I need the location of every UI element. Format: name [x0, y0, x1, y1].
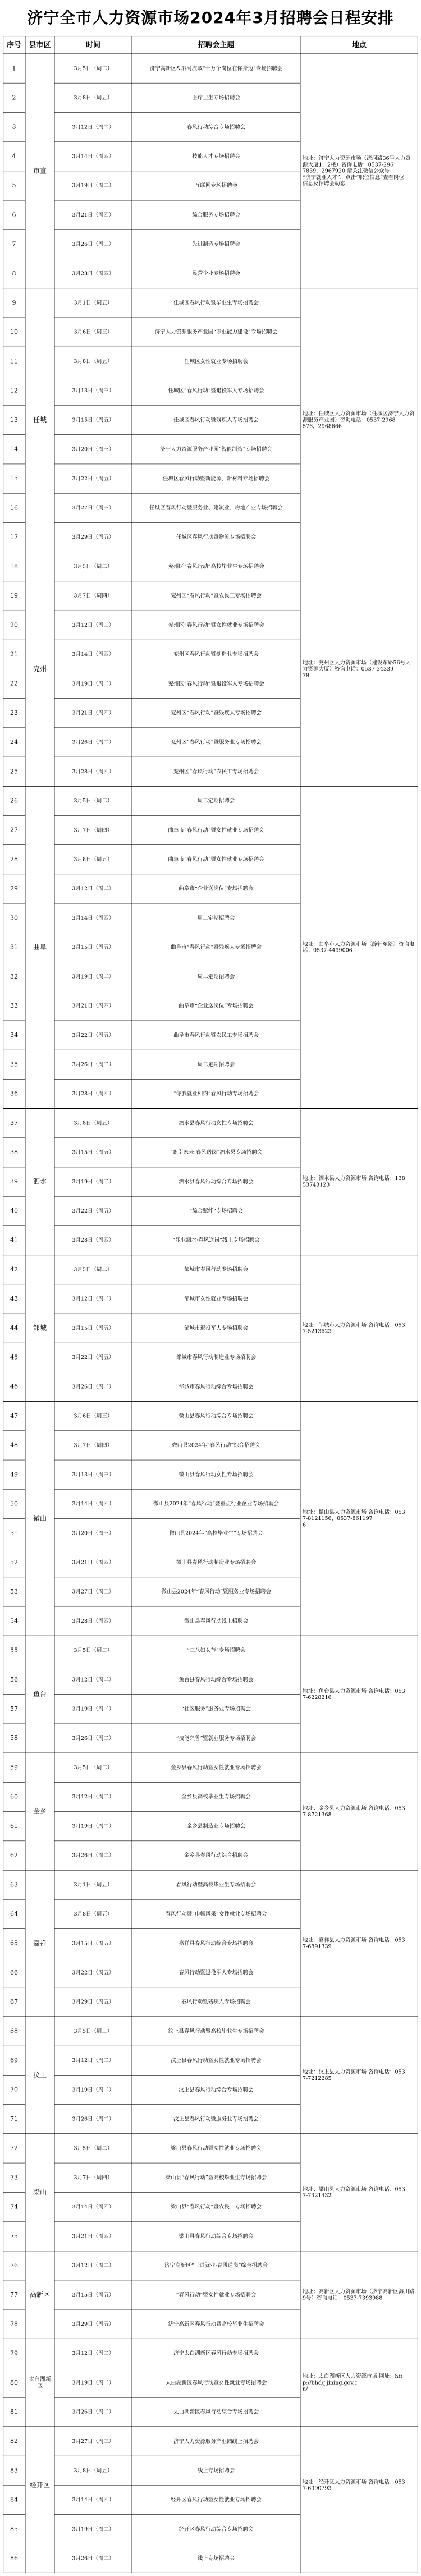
row-time: 3月22日（周五）: [72, 1208, 115, 1215]
row-number: 22: [10, 679, 18, 687]
row-time: 3月14日（周四）: [72, 153, 115, 160]
row-event-name: 任城区春风行动暨毕业生专场招聘会: [173, 300, 259, 306]
row-time: 3月19日（周二）: [72, 2380, 115, 2386]
row-number: 79: [10, 2349, 18, 2357]
row-number: 11: [10, 357, 18, 365]
row-event-name: 兖州区“春风行动”农民工专场招聘会: [173, 768, 259, 775]
row-time: 3月5日（周二）: [74, 798, 113, 805]
row-event-name: 金乡县制造业专场招聘会: [186, 1823, 246, 1830]
row-event-name: 线上专场招聘会: [197, 2555, 235, 2562]
row-event-name: 曲阜市春风行动暨农民工专场招聘会: [173, 1032, 259, 1039]
row-event-name: 春风行动综合专场招聘会: [186, 124, 246, 131]
row-number: 18: [10, 562, 18, 570]
row-event-name: 周二定期招聘会: [197, 974, 235, 980]
county-name: 泗水: [33, 1177, 47, 1186]
row-event-name: 技能人才专场招聘会: [192, 153, 240, 160]
row-event-name: 济宁人力资源服务产业园“职业能力建设”专场招聘会: [154, 329, 278, 336]
row-time: 3月7日（周四）: [74, 593, 113, 599]
county-name: 金乡: [33, 1807, 47, 1816]
row-event-name: 兖州区“春风行动”暨服务业专场招聘会: [171, 739, 262, 746]
county-name: 微山: [33, 1514, 47, 1522]
header-no: 序号: [6, 40, 22, 49]
row-number: 73: [10, 2174, 18, 2182]
row-time: 3月7日（周四）: [74, 827, 113, 834]
row-event-name: 邹城市春风行动专场招聘会: [184, 1266, 249, 1273]
row-event-name: 梁山县春风行动暨女性就业专场招聘会: [171, 2145, 262, 2152]
row-time: 3月14日（周四）: [72, 2204, 115, 2211]
row-number: 54: [10, 1617, 18, 1625]
row-event-name: 嘉祥县春风行动综合专场招聘会: [179, 1940, 254, 1947]
row-number: 40: [10, 1207, 18, 1215]
row-time: 3月19日（周二）: [72, 1706, 115, 1712]
row-number: 23: [10, 709, 18, 717]
row-event-name: 济宁高新区春风行动暨高校毕业生招聘会: [168, 2321, 264, 2327]
row-number: 75: [10, 2232, 18, 2240]
row-time: 3月12日（周二）: [72, 2350, 115, 2357]
schedule-table: [3, 36, 418, 2573]
row-number: 57: [10, 1705, 18, 1713]
row-event-name: 济宁高新区&泗河流域“十万个岗位在你身边”专场招聘会: [149, 65, 283, 72]
row-event-name: 邹城市春风行动综合专场招聘会: [179, 1384, 254, 1390]
row-number: 74: [10, 2203, 18, 2211]
row-event-name: 汶上县春风行动暨高校毕业生专场招聘会: [168, 2028, 264, 2035]
row-number: 25: [10, 768, 18, 775]
county-name: 任城: [33, 416, 47, 424]
row-time: 3月27日（周三）: [72, 504, 115, 511]
row-event-name: 济宁人力资源服务产业园“智能制造”专场招聘会: [160, 446, 272, 453]
venue-address: 地址：兖州区人力资源市场（建设东路56号人力资源大厦）咨询电话：0537-34339 79: [303, 659, 411, 679]
row-time: 3月12日（周二）: [72, 1794, 115, 1801]
row-number: 36: [10, 1090, 18, 1098]
row-event-name: 曲阜市“企业送岗位”专场招聘会: [179, 885, 254, 892]
row-event-name: 泗水县春风行动女性专场招聘会: [179, 1120, 254, 1127]
row-time: 3月26日（周二）: [72, 739, 115, 746]
county-name: 鱼台: [33, 1690, 47, 1698]
row-number: 84: [10, 2496, 18, 2504]
row-time: 3月28日（周四）: [72, 1091, 115, 1098]
row-time: 3月26日（周二）: [72, 1735, 115, 1742]
row-time: 3月21日（周四）: [72, 710, 115, 717]
row-time: 3月20日（周三）: [72, 1530, 115, 1537]
row-number: 67: [10, 1998, 18, 2006]
header-time: 时间: [85, 40, 101, 49]
row-number: 44: [10, 1324, 18, 1332]
row-time: 3月26日（周二）: [72, 1061, 115, 1068]
row-event-name: 医疗卫生专场招聘会: [192, 95, 240, 102]
venue-address: 地址：嘉祥县人力资源市场 咨询电话：053 7-6891339: [303, 1937, 405, 1950]
row-number: 10: [10, 328, 18, 336]
row-event-name: 济宁太白湖新区春风行动专场招聘会: [173, 2350, 259, 2357]
row-number: 14: [10, 446, 18, 453]
row-event-name: 微山县2024年“春风行动”暨服务业专场招聘会: [161, 1588, 271, 1595]
row-event-name: 先进制造专场招聘会: [192, 241, 240, 248]
row-number: 64: [10, 1910, 18, 1918]
county-name: 太白湖新区: [29, 2376, 51, 2390]
venue-address: 地址：泗水县人力资源市场 咨询电话：138 53743123: [303, 1175, 405, 1188]
county-name: 邹城: [33, 1324, 47, 1332]
row-time: 3月26日（周二）: [72, 241, 115, 248]
row-number: 5: [12, 182, 16, 190]
row-number: 9: [12, 299, 16, 306]
row-event-name: 周二定期招聘会: [197, 798, 235, 805]
row-event-name: “春风行动”暨女性就业专场招聘会: [176, 2292, 257, 2298]
row-time: 3月13日（周三）: [72, 1471, 115, 1478]
row-time: 3月29日（周五）: [72, 2321, 115, 2327]
row-event-name: “社区服务”服务业专场招聘会: [181, 1706, 251, 1712]
row-time: 3月27日（周三）: [72, 2438, 115, 2445]
row-time: 3月12日（周二）: [72, 1296, 115, 1302]
row-number: 29: [10, 885, 18, 893]
row-time: 3月14日（周四）: [72, 1501, 115, 1508]
row-event-name: 济宁人力资源服务产业园线上招聘会: [173, 2438, 259, 2445]
row-number: 26: [10, 797, 18, 805]
row-number: 45: [10, 1353, 18, 1361]
row-number: 49: [10, 1471, 18, 1478]
row-event-name: 曲阜市“春风行动”暨女性就业专场招聘会: [168, 827, 264, 834]
row-event-name: 任城区女性就业专场招聘会: [184, 358, 249, 365]
row-number: 60: [10, 1793, 18, 1801]
row-event-name: 梁山县“春风行动”暨农民工专场招聘会: [171, 2204, 262, 2211]
row-number: 37: [10, 1119, 18, 1127]
row-number: 70: [10, 2086, 18, 2093]
row-time: 3月5日（周二）: [74, 563, 113, 570]
row-event-name: 金乡县春风行动暨女性就业专场招聘会: [171, 1764, 262, 1771]
row-event-name: “你我就业相约”春风行动专场招聘会: [173, 1091, 259, 1098]
row-event-name: 太白湖新区春风行动暨女性就业专场招聘会: [165, 2380, 267, 2386]
row-time: 3月19日（周二）: [72, 974, 115, 980]
county-name: 高新区: [29, 2290, 51, 2299]
county-name: 梁山: [33, 2188, 47, 2196]
row-event-name: 线上专场招聘会: [197, 2468, 235, 2474]
venue-address: 地址：济宁人力资源市场（洸河路36号人力资源大厦1、2楼）咨询电话：0537-296 7839，2967920 请关注微信公众号“济宁就业人才”，点击“职位信息”查看岗位信息及招聘会动态: [303, 155, 411, 187]
venue-address: 地址：微山县人力资源市场 咨询电话：053 7-8121156，0537-861197 6: [303, 1509, 405, 1528]
row-time: 3月26日（周二）: [72, 1852, 115, 1859]
row-time: 3月14日（周四）: [72, 2497, 115, 2504]
venue-address: 地址：金乡县人力资源市场 咨询电话：053 7-8721368: [303, 1805, 405, 1818]
row-time: 3月5日（周二）: [74, 1266, 113, 1273]
row-number: 8: [12, 269, 16, 277]
row-number: 86: [10, 2555, 18, 2563]
venue-address: 地址：曲阜市人力资源市场（静轩东路）咨询电话：0537-4499006: [303, 941, 415, 954]
row-number: 69: [10, 2056, 18, 2064]
venue-address: 地址：任城区人力资源市场（任城区济宁人力资源服务产业园）咨询电话：0537-2968 576，2968666: [303, 411, 415, 430]
row-event-name: 任城区春风行动暨残疾人专场招聘会: [173, 417, 259, 424]
row-event-name: “乐业泗水·春风送岗”线上专场招聘会: [172, 1237, 260, 1244]
row-number: 6: [12, 211, 16, 219]
county-name: 汶上: [33, 2070, 47, 2079]
venue-address: 地址：梁山县人力资源市场 咨询电话：053 7-7321432: [303, 2186, 405, 2199]
row-event-name: 邹城市女性就业专场招聘会: [184, 1296, 249, 1302]
row-event-name: 梁山县“春风行动”暨高校毕业生专场招聘会: [165, 2174, 267, 2181]
row-event-name: 泗水县春风行动综合专场招聘会: [179, 1178, 254, 1185]
row-number: 83: [10, 2467, 18, 2474]
header-name: 招聘会主题: [198, 40, 235, 49]
row-event-name: 金乡县春风行动综合招聘会: [184, 1852, 249, 1859]
row-event-name: 周二定期招聘会: [197, 1061, 235, 1068]
row-time: 3月19日（周二）: [72, 2087, 115, 2093]
venue-address: 地址：太白湖新区人力资源市场 网址：htt p://bhdq.jining.gov.c n/: [303, 2373, 403, 2393]
row-event-name: 微山县2024年“春风行动”综合招聘会: [172, 1442, 260, 1449]
row-event-name: 任城区春风行动暨物流专场招聘会: [176, 534, 257, 541]
row-number: 31: [10, 943, 18, 951]
row-number: 52: [10, 1558, 18, 1566]
row-event-name: 微山县2024年“春风行动”暨重点行业企业专场招聘会: [153, 1501, 279, 1508]
row-event-name: 汶上县春风行动暨女性就业专场招聘会: [171, 2058, 262, 2064]
row-number: 55: [10, 1646, 18, 1654]
venue-address: 地址：高新区人力资源市场（济宁高新区海川路 9号）咨询电话：0537-7393988: [303, 2289, 415, 2302]
row-time: 3月15日（周五）: [72, 2292, 115, 2298]
row-number: 38: [10, 1149, 18, 1156]
row-number: 15: [10, 475, 18, 483]
header-county: 县市区: [29, 40, 51, 49]
row-number: 81: [10, 2408, 18, 2416]
row-event-name: 微山县春风行动综合专场招聘会: [179, 1413, 254, 1420]
row-event-name: 兖州区“春风行动”高校毕业生专场招聘会: [168, 563, 264, 570]
row-event-name: 兖州区“春风行动”暨农民工专场招聘会: [171, 593, 262, 599]
row-time: 3月8日（周五）: [74, 1911, 113, 1918]
row-event-name: 曲阜市“春风行动”暨女性就业专场招聘会: [168, 856, 264, 863]
row-time: 3月14日（周四）: [72, 915, 115, 921]
row-number: 12: [10, 387, 18, 394]
row-time: 3月5日（周二）: [74, 65, 113, 72]
row-time: 3月19日（周二）: [72, 182, 115, 189]
row-time: 3月19日（周二）: [72, 1178, 115, 1185]
row-number: 77: [10, 2291, 18, 2299]
county-name: 市直: [33, 167, 47, 175]
row-number: 65: [10, 1939, 18, 1947]
row-time: 3月26日（周二）: [72, 2555, 115, 2562]
row-number: 34: [10, 1031, 18, 1039]
row-time: 3月7日（周四）: [74, 2174, 113, 2181]
row-event-name: 微山县春风行动线上招聘会: [184, 1618, 249, 1624]
row-time: 3月15日（周五）: [72, 1149, 115, 1156]
row-number: 47: [10, 1412, 18, 1420]
row-event-name: 兖州区“春风行动”暨退役军人专场招聘会: [168, 681, 264, 687]
row-time: 3月12日（周二）: [72, 622, 115, 628]
row-number: 51: [10, 1529, 18, 1537]
row-number: 59: [10, 1764, 18, 1771]
row-number: 2: [12, 94, 16, 102]
row-event-name: 微山县春风行动女性专场招聘会: [179, 1471, 254, 1478]
row-event-name: 兖州区“春风行动”暨女性就业专场招聘会: [168, 622, 264, 628]
row-number: 41: [10, 1236, 18, 1244]
row-number: 76: [10, 2261, 18, 2269]
row-event-name: 经开区春风行动综合专场招聘会: [179, 2526, 254, 2533]
venue-address: 地址：邹城市人力资源市场 咨询电话：053 7-5213623: [303, 1322, 405, 1335]
row-number: 80: [10, 2378, 18, 2386]
row-time: 3月19日（周二）: [72, 1823, 115, 1830]
row-time: 3月8日（周五）: [74, 1120, 113, 1127]
row-number: 43: [10, 1295, 18, 1303]
row-event-name: 太白湖新区春风行动综合专场招聘会: [173, 2409, 259, 2416]
row-number: 19: [10, 592, 18, 600]
row-time: 3月6日（周三）: [74, 329, 113, 336]
row-time: 3月20日（周三）: [72, 446, 115, 453]
row-number: 71: [10, 2115, 18, 2123]
row-event-name: 春风行动暨“巾帼风采”女性就业专场招聘会: [165, 1911, 267, 1918]
county-name: 曲阜: [33, 943, 47, 951]
row-event-name: 汶上县春风行动综合专场招聘会: [179, 2087, 254, 2093]
row-event-name: “技能兴鲁”暨就业服务专场招聘会: [176, 1735, 257, 1742]
row-event-name: 综合服务专场招聘会: [192, 212, 240, 218]
county-name: 兖州: [33, 664, 47, 673]
row-event-name: 任城区春风行动暨服务业、建筑业、房地产业专场招聘会: [149, 504, 283, 511]
row-time: 3月12日（周二）: [72, 885, 115, 892]
row-time: 3月28日（周四）: [72, 1237, 115, 1244]
row-number: 85: [10, 2525, 18, 2533]
row-number: 66: [10, 1968, 18, 1976]
row-event-name: 邹城市退役军人专场招聘会: [184, 1325, 249, 1331]
row-time: 3月28日（周四）: [72, 1618, 115, 1624]
row-time: 3月22日（周五）: [72, 1354, 115, 1361]
row-number: 30: [10, 914, 18, 922]
row-number: 35: [10, 1060, 18, 1068]
row-number: 58: [10, 1734, 18, 1742]
row-event-name: 春风行动暨残疾人专场招聘会: [181, 1999, 251, 2005]
row-time: 3月27日（周三）: [72, 1588, 115, 1595]
row-event-name: 微山县2024年“高校毕业生”专场招聘会: [169, 1530, 263, 1537]
row-time: 3月28日（周四）: [72, 270, 115, 277]
row-number: 42: [10, 1265, 18, 1273]
row-number: 32: [10, 972, 18, 980]
row-number: 63: [10, 1881, 18, 1889]
row-number: 56: [10, 1675, 18, 1683]
row-time: 3月8日（周五）: [74, 2468, 113, 2474]
row-time: 3月8日（周五）: [74, 95, 113, 102]
row-number: 68: [10, 2027, 18, 2035]
venue-address: 地址：鱼台县人力资源市场 咨询电话：053 7-6228216: [303, 1688, 405, 1701]
row-event-name: 曲阜市“企业送岗位”专场招聘会: [179, 1003, 254, 1009]
page-title: 济宁全市人力资源市场2024年3月招聘会日程安排: [27, 8, 394, 27]
row-time: 3月12日（周二）: [72, 2262, 115, 2269]
row-time: 3月26日（周二）: [72, 1384, 115, 1390]
row-event-name: 曲阜市“春风行动”暨残疾人专场招聘会: [171, 944, 262, 951]
row-event-name: “职引未来·春风送岗”泗水县专场招聘会: [170, 1149, 263, 1156]
row-event-name: 任城区春风行动暨新能源、新材料专场招聘会: [162, 475, 270, 482]
venue-address: 地址：汶上县人力资源市场 咨询电话：053 7-7212285: [303, 2069, 405, 2082]
row-number: 62: [10, 1852, 18, 1859]
row-time: 3月5日（周二）: [74, 1647, 113, 1654]
row-time: 3月28日（周四）: [72, 768, 115, 775]
row-time: 3月1日（周五）: [74, 300, 113, 306]
row-number: 72: [10, 2145, 18, 2152]
row-number: 61: [10, 1822, 18, 1830]
row-event-name: 鱼台县春风行动综合专场招聘会: [179, 1677, 254, 1683]
row-time: 3月21日（周四）: [72, 1559, 115, 1566]
row-event-name: 春风行动暨退役军人专场招聘会: [179, 1969, 254, 1976]
row-event-name: 微山县春风行动制造业专场招聘会: [176, 1559, 257, 1566]
row-event-name: 春风行动暨高校毕业生专场招聘会: [176, 1881, 257, 1888]
row-time: 3月26日（周二）: [72, 2409, 115, 2416]
row-event-name: 互联网专场招聘会: [194, 182, 238, 189]
row-time: 3月15日（周五）: [72, 1325, 115, 1331]
row-number: 27: [10, 826, 18, 834]
row-time: 3月5日（周二）: [74, 2145, 113, 2152]
row-number: 50: [10, 1500, 18, 1508]
county-name: 嘉祥: [33, 1939, 47, 1947]
row-time: 3月5日（周二）: [74, 2028, 113, 2035]
row-event-name: 任城区“春风行动”暨退役军人专场招聘会: [168, 388, 264, 394]
row-time: 3月8日（周五）: [74, 856, 113, 863]
row-time: 3月12日（周二）: [72, 2058, 115, 2064]
row-event-name: 梁山县春风行动综合专场招聘会: [179, 2233, 254, 2240]
row-number: 21: [10, 650, 18, 658]
row-event-name: 经开区春风行动暨女性就业专场招聘会: [171, 2497, 262, 2504]
row-number: 39: [10, 1178, 18, 1186]
row-time: 3月12日（周二）: [72, 124, 115, 131]
row-time: 3月29日（周五）: [72, 534, 115, 541]
row-number: 16: [10, 504, 18, 512]
row-time: 3月15日（周五）: [72, 944, 115, 951]
row-time: 3月14日（周四）: [72, 651, 115, 658]
row-event-name: “综合赋能”专场招聘会: [189, 1208, 243, 1215]
row-number: 17: [10, 533, 18, 541]
row-event-name: 邹城市春风行动制造业专场招聘会: [176, 1354, 257, 1361]
row-number: 24: [10, 738, 18, 746]
row-time: 3月26日（周二）: [72, 2116, 115, 2123]
row-time: 3月22日（周五）: [72, 1032, 115, 1039]
row-event-name: 兖州区“春风行动”暨残疾人专场招聘会: [171, 710, 262, 717]
row-time: 3月19日（周二）: [72, 2526, 115, 2533]
county-name: 经开区: [29, 2481, 51, 2489]
row-number: 33: [10, 1002, 18, 1009]
row-time: 3月8日（周五）: [74, 358, 113, 365]
row-time: 3月6日（周三）: [74, 1413, 113, 1420]
row-number: 3: [12, 123, 16, 131]
row-event-name: 民营企业专场招聘会: [192, 270, 240, 277]
row-time: 3月12日（周二）: [72, 1677, 115, 1683]
row-time: 3月15日（周五）: [72, 417, 115, 424]
row-number: 46: [10, 1383, 18, 1390]
header-place: 地点: [351, 40, 367, 49]
row-event-name: 周二定期招聘会: [197, 915, 235, 921]
row-time: 3月21日（周四）: [72, 1003, 115, 1009]
row-time: 3月22日（周五）: [72, 1969, 115, 1976]
row-time: 3月19日（周二）: [72, 681, 115, 687]
row-number: 78: [10, 2320, 18, 2328]
row-event-name: 兖州区春风行动暨制造业专场招聘会: [173, 651, 259, 658]
row-number: 13: [10, 416, 18, 424]
row-time: 3月7日（周四）: [74, 1442, 113, 1449]
row-time: 3月5日（周二）: [74, 1764, 113, 1771]
row-number: 1: [12, 65, 16, 72]
row-time: 3月13日（周三）: [72, 388, 115, 394]
venue-address: 地址：经开区人力资源市场 咨询电话：053 7-6990793: [303, 2479, 405, 2492]
row-event-name: 汶上县春风行动暨服务业专场招聘会: [173, 2116, 259, 2123]
row-event-name: 济宁高新区“三进就业·春风送岗”综合招聘会: [164, 2262, 268, 2269]
row-number: 4: [12, 152, 16, 160]
row-time: 3月21日（周四）: [72, 2233, 115, 2240]
row-number: 82: [10, 2437, 18, 2445]
row-number: 48: [10, 1441, 18, 1449]
row-time: 3月21日（周四）: [72, 212, 115, 218]
row-number: 7: [12, 240, 16, 248]
row-time: 3月29日（周五）: [72, 1999, 115, 2005]
row-event-name: “三八妇女节”专场招聘会: [186, 1647, 246, 1654]
row-event-name: 金乡县高校毕业生专场招聘会: [181, 1794, 251, 1801]
row-time: 3月15日（周五）: [72, 1940, 115, 1947]
row-number: 20: [10, 621, 18, 629]
row-time: 3月22日（周五）: [72, 475, 115, 482]
row-number: 53: [10, 1588, 18, 1596]
row-time: 3月1日（周五）: [74, 1881, 113, 1888]
row-number: 28: [10, 855, 18, 863]
